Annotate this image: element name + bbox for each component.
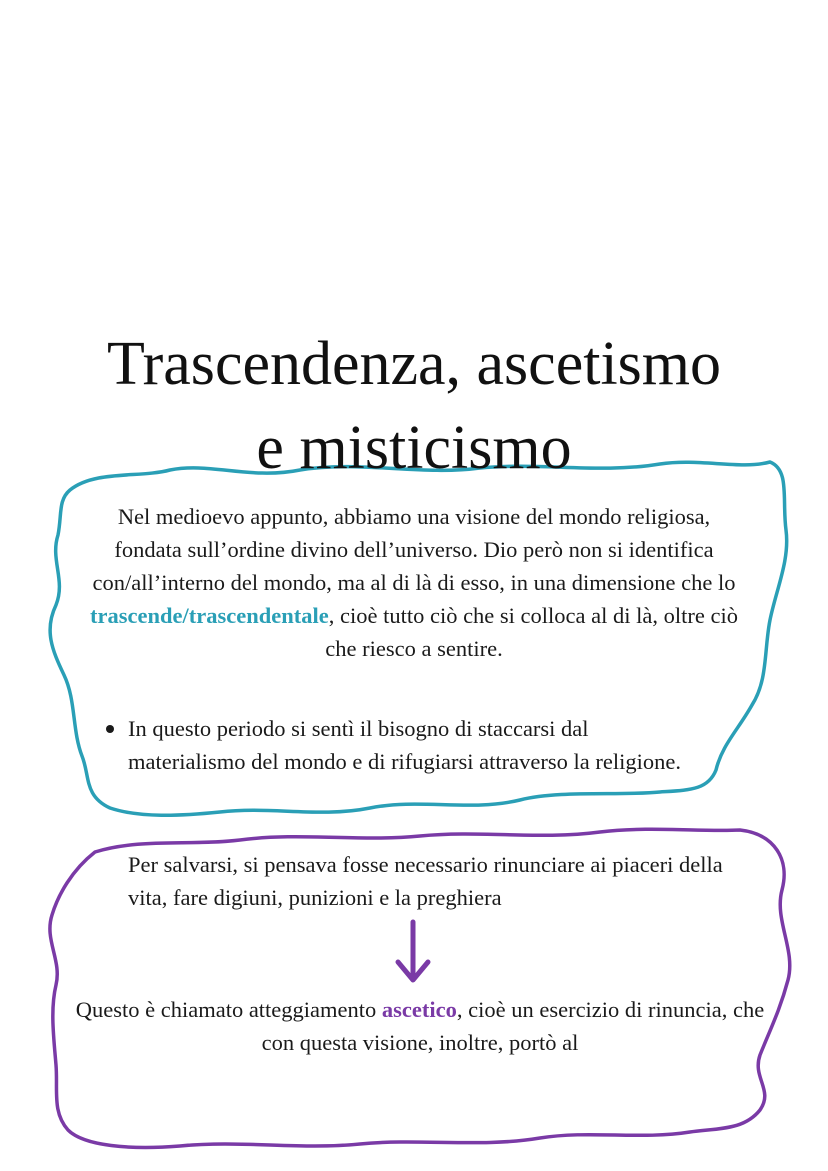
- bullet-text: In questo periodo si sentì il bisogno di staccarsi dal materialismo del mondo e di rifugiarsi attraverso la religione.: [128, 716, 681, 774]
- ascetic-text-before: Questo è chiamato atteggiamento: [75, 997, 382, 1022]
- intro-text-before: Nel medioevo appunto, abbiamo una visione del mondo religiosa, fondata sull’ordine divino dell’universo. Dio però non si identifica con/all’interno del mondo, ma al di là di esso, in una dimensione che lo: [92, 504, 736, 595]
- bullet-list: [104, 712, 704, 778]
- ascetic-text-after: , cioè un esercizio di rinuncia, che con questa visione, inoltre, portò al: [261, 997, 765, 1055]
- ascetico-keyword: ascetico: [381, 997, 457, 1022]
- page-title-line-2: e misticismo: [256, 414, 572, 482]
- bullet-icon: [106, 725, 114, 733]
- salvation-paragraph: Per salvarsi, si pensava fosse necessario rinunciare ai piaceri della vita, fare digiuni, punizioni e la preghiera: [128, 852, 723, 910]
- intro-text-after: , cioè tutto ciò che si colloca al di là, oltre ciò che riesco a sentire.: [325, 603, 738, 661]
- intro-paragraph: [84, 500, 744, 665]
- down-arrow-icon: [398, 922, 428, 980]
- trascendenza-keyword: trascende/trascendentale: [90, 603, 329, 628]
- ascetic-paragraph: [70, 993, 770, 1059]
- page-title-line-1: Trascendenza, ascetismo: [106, 330, 722, 398]
- list-item: [104, 712, 704, 778]
